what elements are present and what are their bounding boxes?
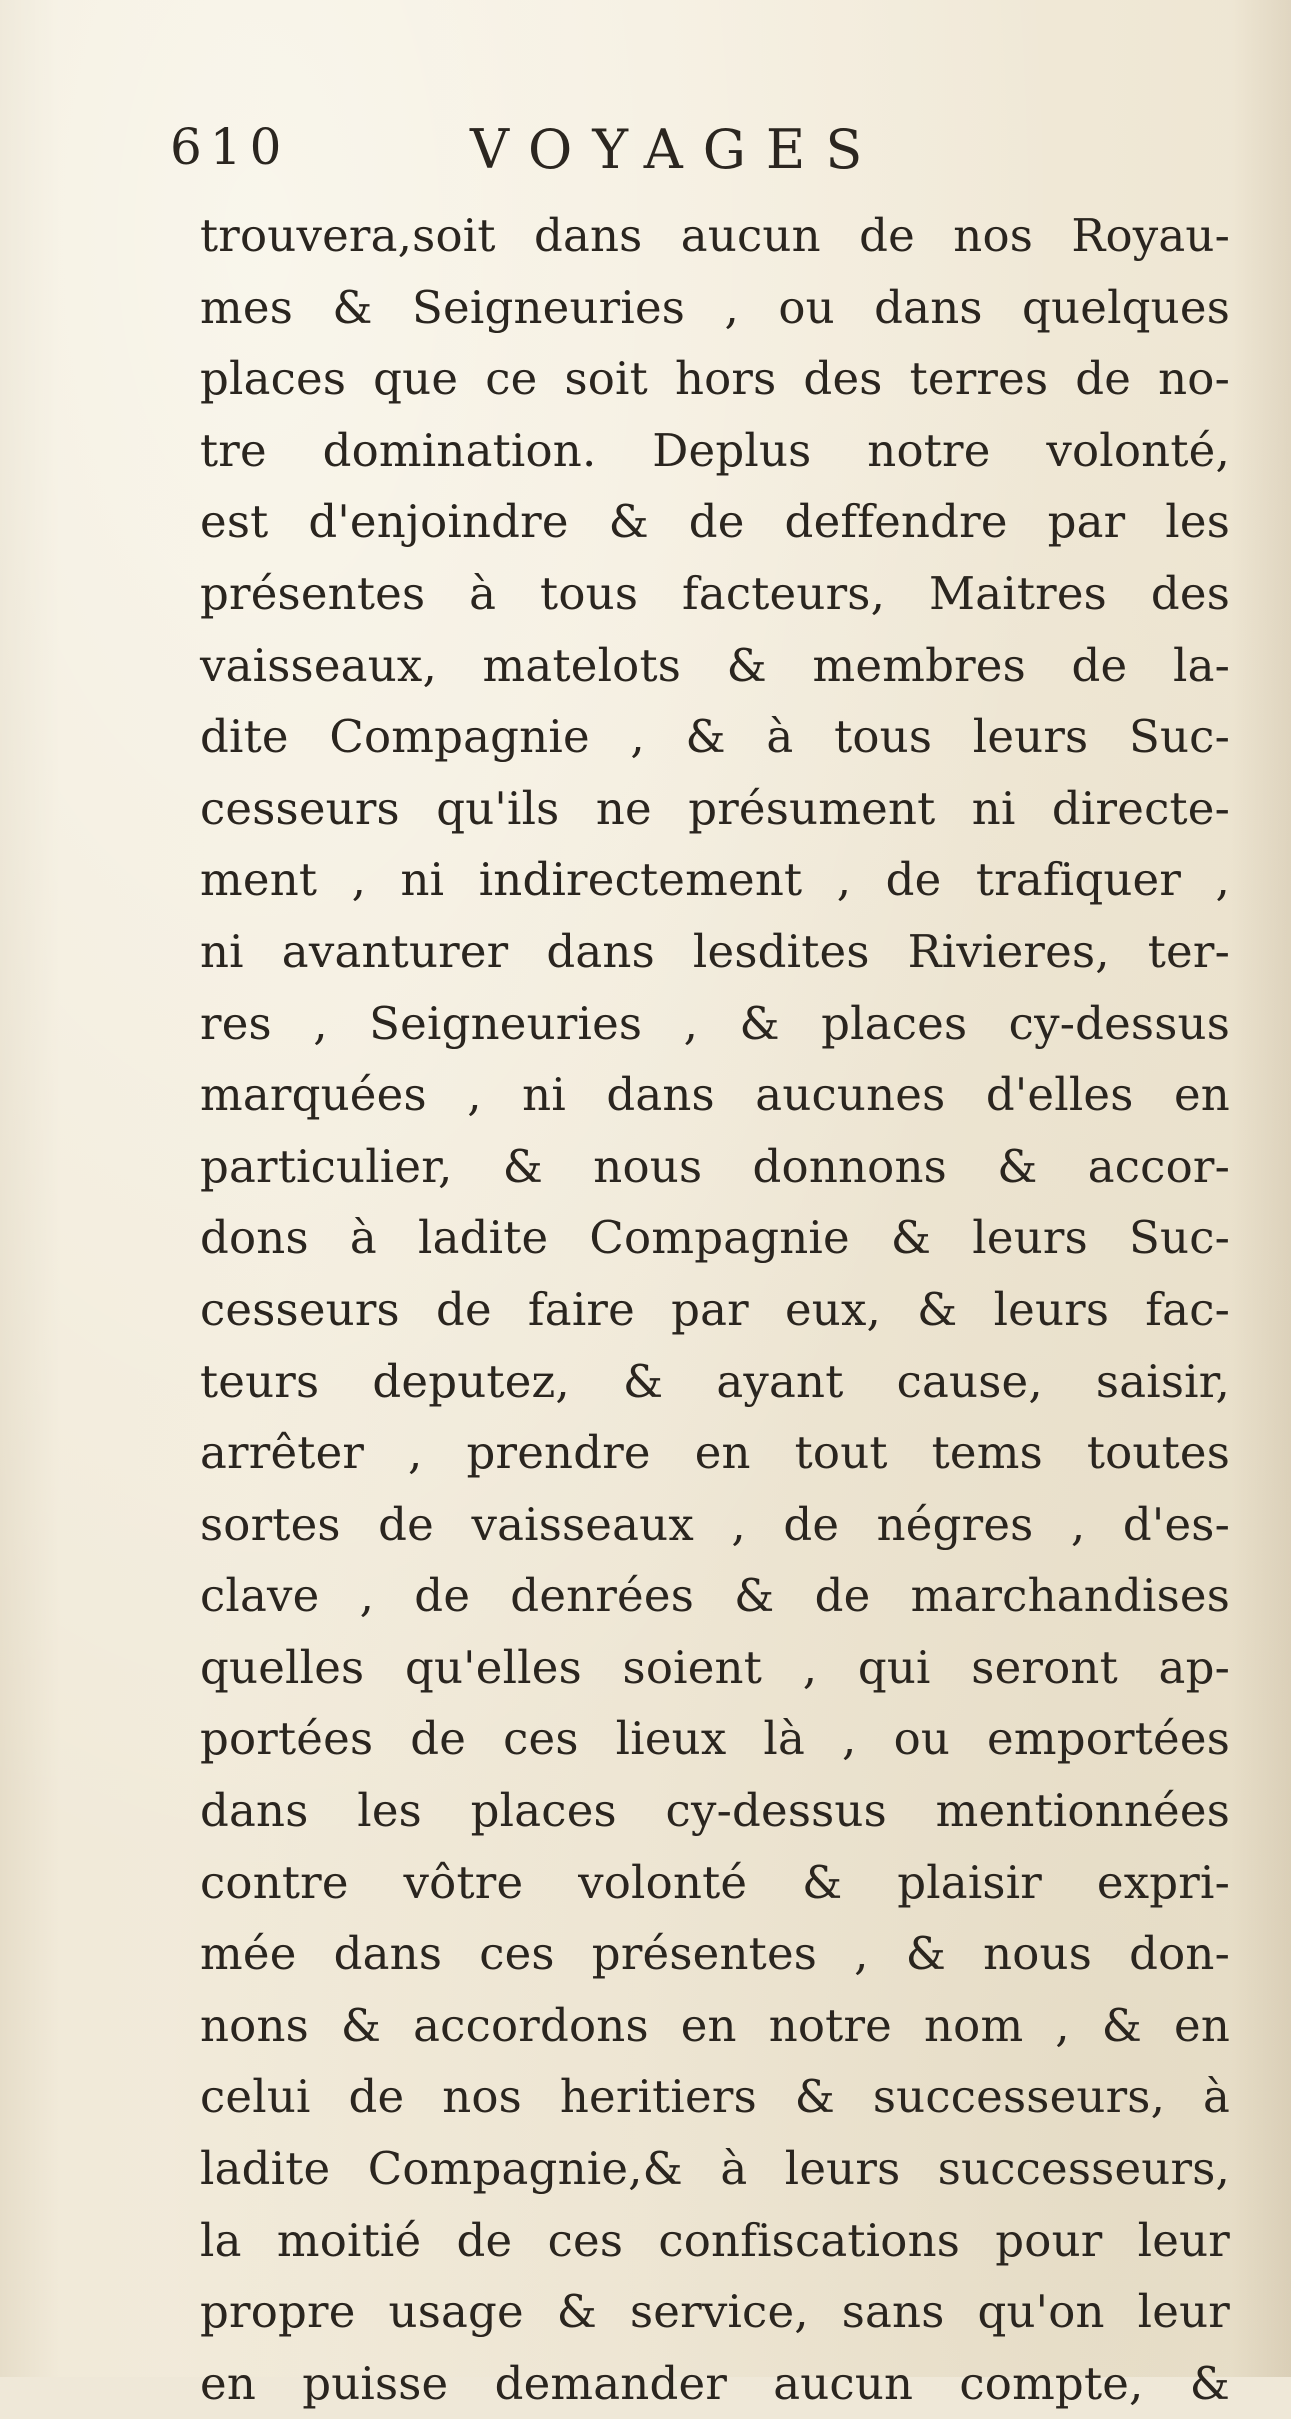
text-line: trouvera,soit dans aucun de nos Royau- [200, 209, 1230, 262]
text-line: est d'enjoindre & de deffendre par les [200, 495, 1230, 549]
page-header [170, 118, 1170, 198]
text-line: res , Seigneuries , & places cy-dessus [200, 996, 1230, 1050]
text-line: cesseurs de faire par eux, & leurs fac- [200, 1282, 1230, 1336]
text-line: mée dans ces présentes , & nous don- [200, 1927, 1230, 1981]
text-line: contre vôtre volonté & plaisir expri- [200, 1855, 1230, 1909]
text-line: dite Compagnie , & à tous leurs Suc- [200, 710, 1230, 764]
text-line: teurs deputez, & ayant cause, saisir, [200, 1354, 1230, 1408]
text-line: mes & Seigneuries , ou dans quelques [200, 280, 1230, 334]
running-title: VOYAGES [470, 118, 883, 181]
page-number: 610 [170, 118, 290, 176]
text-line: quelles qu'elles soient , qui seront ap- [200, 1640, 1230, 1694]
text-line: propre usage & service, sans qu'on leur [200, 2285, 1230, 2339]
text-line: ladite Compagnie,& à leurs successeurs, [200, 2142, 1230, 2196]
text-line: particulier, & nous donnons & accor- [200, 1139, 1230, 1193]
text-line: tre domination. Deplus notre volonté, [200, 423, 1230, 477]
text-line: vaisseaux, matelots & membres de la- [200, 638, 1230, 692]
text-line: clave , de denrées & de marchandises [200, 1569, 1230, 1623]
text-line: places que ce soit hors des terres de no- [200, 352, 1230, 406]
text-line: cesseurs qu'ils ne présument ni directe- [200, 781, 1230, 835]
text-line: ni avanturer dans lesdites Rivieres, ter- [200, 924, 1230, 978]
text-line: marquées , ni dans aucunes d'elles en [200, 1068, 1230, 1122]
text-line: celui de nos heritiers & successeurs, à [200, 2070, 1230, 2124]
text-line: nons & accordons en notre nom , & en [200, 1998, 1230, 2052]
text-line: ment , ni indirectement , de trafiquer , [200, 853, 1230, 907]
text-line: portées de ces lieux là , ou emportées [200, 1712, 1230, 1766]
text-line: dons à ladite Compagnie & leurs Suc- [200, 1211, 1230, 1265]
text-line: présentes à tous facteurs, Maitres des [200, 566, 1230, 620]
text-line: dans les places cy-dessus mentionnées [200, 1784, 1230, 1838]
text-line: sortes de vaisseaux , de négres , d'es- [200, 1497, 1230, 1551]
text-line: arrêter , prendre en tout tems toutes [200, 1426, 1230, 1480]
text-line: la moitié de ces confiscations pour leur [200, 2213, 1230, 2267]
text-line: en puisse demander aucun compte, & [200, 2356, 1230, 2410]
body-text [200, 200, 1230, 2419]
